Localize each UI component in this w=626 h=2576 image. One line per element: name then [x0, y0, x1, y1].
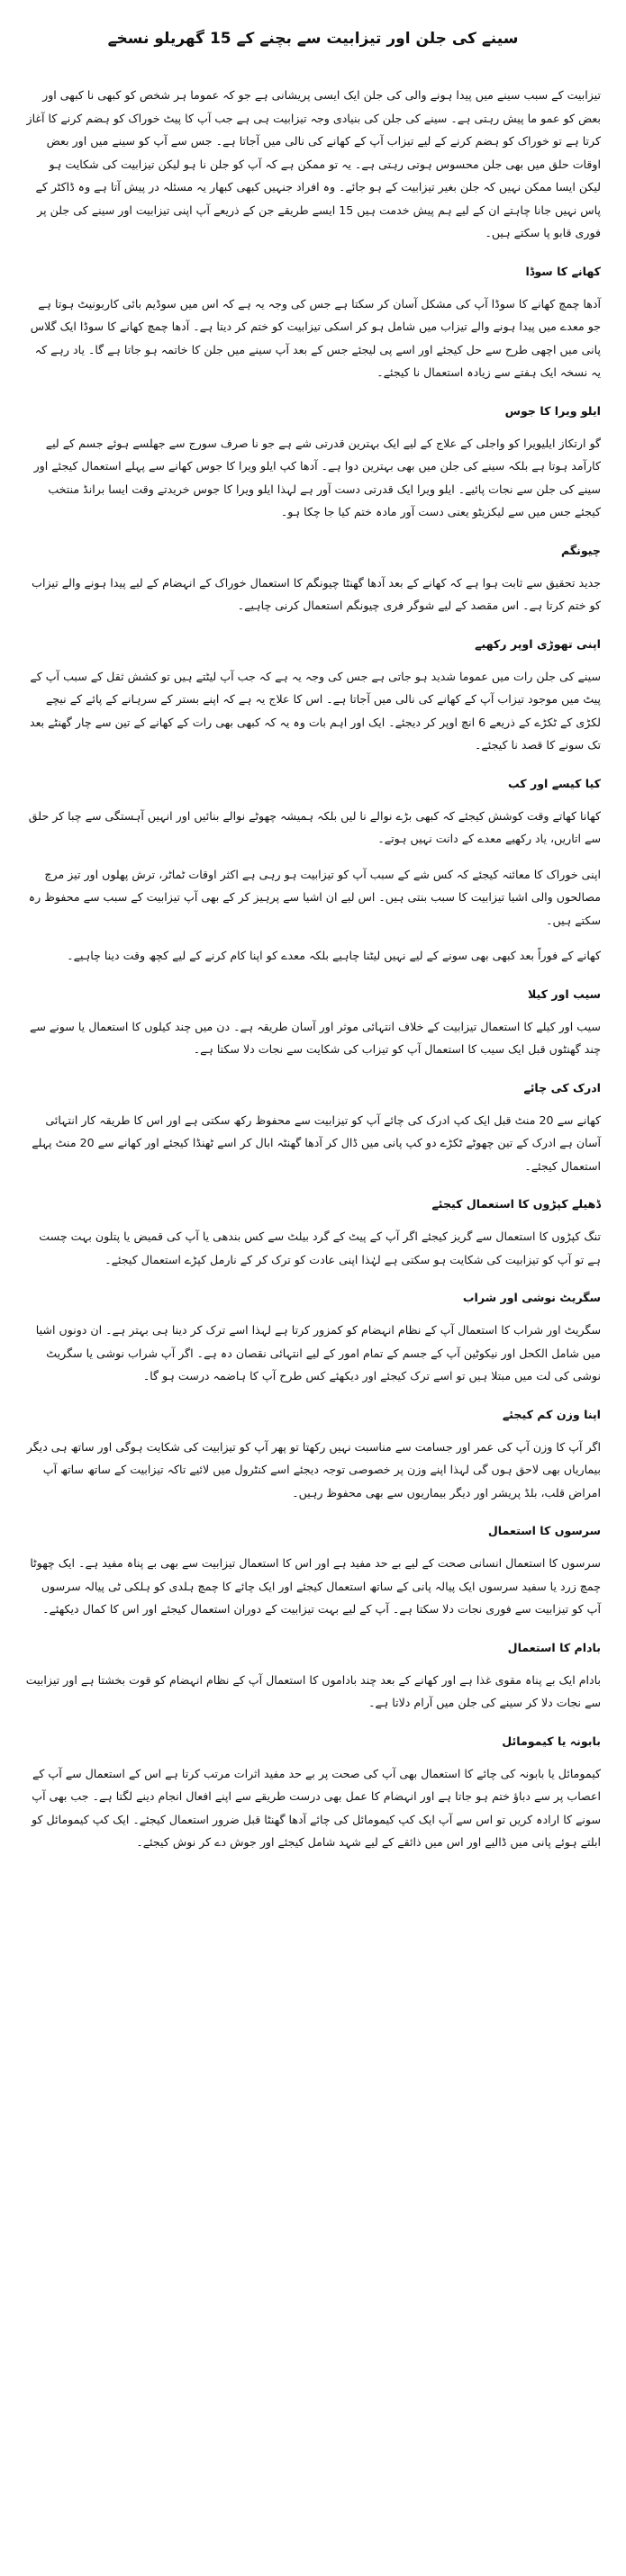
- section-chamomile: [25, 1734, 601, 1854]
- section-heading: اپنا وزن کم کیجئے: [502, 1407, 601, 1421]
- section-baking-soda: [25, 265, 601, 384]
- intro-paragraph: تیزابیت کے سبب سینے میں پیدا ہونے والی کی جلن ایک ایسی پریشانی ہے جو کہ عموما ہر شخص کو کبھی نا کبھی اور بعض کو عمو ما پیش رہتی ہے۔ سینے کی جلن کی بنیادی وجہ تیزابیت ہی ہے جب آپ کا پیٹ خوراک کو ہضم کرنے کا آغاز کرتا ہے تو خوراک کو ہضم کرنے کے لیے تیزاب آپ کے کھانے کی نالی میں آجاتا ہے۔ جس سے آپ کو سینے میں اور بعض اوقات حلق میں بھی جلن محسوس ہوتی رہتی ہے۔ یہ تو ممکن ہے کہ آپ کو جلن نا ہو لیکن تیزابیت کی شکایت ہو لیکن ایسا ممکن نہیں کہ جلن بغیر تیزابیت کے ہو جائے۔ وہ افراد جنہیں کبھی کبھار یہ مسئلہ در پیش آتا ہے وہ ڈاکٹر کے پاس نہیں جانا چاہتے ان کے لیے ہم پیش خدمت ہیں 15 ایسے طریقے جن کے ذریعے آپ اپنی تیزابیت اور سینے کی جلن پر فوری قابو پا سکتے ہیں۔: [26, 88, 601, 239]
- section-paragraph: کھانے سے 20 منٹ قبل ایک کپ ادرک کی چائے آپ کو تیزابیت سے محفوظ رکھ سکتی ہے اور اس کا طریقہ کار انتہائی آسان ہے ادرک کے تین چھوٹے ٹکڑے دو کپ پانی میں ڈال کر آدھا گھنٹہ ابال کر اسے ٹھنڈا کیجئے اور کھانے سے 20 منٹ پہلے استعمال کیجئے۔: [32, 1112, 601, 1173]
- section-paragraph: اپنی خوراک کا معائنہ کیجئے کہ کس شے کے سبب آپ کو تیزابیت ہو رہی ہے اکثر اوقات ٹماٹر، ترش پھلوں اور تیز مرچ مصالحوں والی اشیا تیزابیت کا سبب بنتی ہیں۔ اس لیے ان اشیا سے پرہیز کر کے بھی آپ تیزابیت کے سبب سے محفوظ رہ سکتے ہیں۔: [28, 867, 601, 927]
- section-chewing-gum: [25, 544, 601, 617]
- section-heading: ایلو ویرا کا جوس: [504, 403, 601, 418]
- section-paragraph: سینے کی جلن رات میں عموما شدید ہو جاتی ہے جس کی وجہ یہ ہے کہ جب آپ لیٹتے ہیں تو کشش ثقل کے سبب آپ کے پیٹ میں موجود تیزاب آپ کے کھانے کی نالی میں آجاتا ہے۔ اس کا علاج یہ ہے کہ اپنے بستر کے سرہانے کے پائے کے نیچے لکڑی کے ٹکڑے کے ذریعے 6 انچ اوپر کر دیجئے۔ ایک اور اہم بات وہ یہ کہ کبھی بھی رات کے کھانے کے تین سے چار گھنٹے بعد تک سونے کا قصد نا کیجئے۔: [29, 669, 601, 752]
- section-heading: سگریٹ نوشی اور شراب: [462, 1291, 601, 1304]
- section-paragraph: سگریٹ اور شراب کا استعمال آپ کے نظام انہضام کو کمزور کرتا ہے لہذا اسے ترک کر دینا ہی بہتر ہے۔ ان دونوں اشیا میں شامل الکحل اور نیکوٹین آپ کے جسم کے تمام امور کے لیے انتہائی نقصان دہ ہے۔ اگر آپ شراب نوشی یا سگریٹ نوشی کی لت میں مبتلا ہیں تو اسے ترک کیجئے اور دیکھئے کس طرح آپ کا ہاضمہ درست ہو گا۔: [35, 1323, 601, 1383]
- section-heading: چیونگم: [560, 543, 601, 557]
- section-paragraph: اگر آپ کا وزن آپ کی عمر اور جسامت سے مناسبت نہیں رکھتا تو پھر آپ کو تیزابیت کی شکایت ہوگی اور ساتھ ہی دیگر بیماریاں بھی لاحق ہوں گی لہذا اپنے وزن پر خصوصی توجہ دیجئے اسے کنٹرول میں لائیے تاکہ تیزابیت کے ساتھ ساتھ آپ امراض قلب، بلڈ پریشر اور دیگر بیماریوں سے بھی محفوظ رہیں۔: [26, 1439, 601, 1500]
- section-lose-weight: [25, 1408, 601, 1505]
- section-aloe-vera: [25, 404, 601, 524]
- section-heading: ڈھیلے کپڑوں کا استعمال کیجئے: [431, 1197, 601, 1211]
- section-heading: بابونہ یا کیمومائل: [502, 1734, 601, 1748]
- section-heading: ادرک کی چائے: [523, 1080, 601, 1094]
- section-paragraph: سیب اور کیلے کا استعمال تیزابیت کے خلاف انتہائی موثر اور آسان طریقہ ہے۔ دن میں چند کیلوں کا استعمال یا سونے سے چند گھنٹوں قبل ایک سیب کا استعمال آپ کو تیزاب کی شکایت سے نجات دلا سکتا ہے۔: [29, 1019, 601, 1056]
- section-loose-clothes: [25, 1197, 601, 1271]
- section-apple-banana: [25, 987, 601, 1061]
- page-title: سینے کی جلن اور تیزابیت سے بچنے کے 15 گھریلو نسخے: [107, 30, 519, 48]
- section-mustard: [25, 1524, 601, 1621]
- section-heading: اپنی تھوڑی اوپر رکھیے: [475, 636, 601, 651]
- section-paragraph: تنگ کپڑوں کا استعمال سے گریز کیجئے اگر آپ کے پیٹ کے گرد بیلٹ سے کس بندھی یا آپ کی قمیض یا پتلون بہت چست ہے تو آپ کو تیزابیت کی شکایت ہو سکتی ہے لہٰذا اپنی عادت کو ترک کر کے نارمل کپڑے استعمال کیجئے۔: [39, 1229, 601, 1266]
- section-paragraph: بادام ایک بے پناہ مقوی غذا ہے اور کھانے کے بعد چند باداموں کا استعمال آپ کے نظام انہضام کو قوت بخشتا ہے اور تیزابیت سے نجات دلا کر سینے کی جلن میں آرام دلاتا ہے۔: [25, 1672, 601, 1709]
- section-ginger-tea: [25, 1081, 601, 1178]
- section-almonds: [25, 1641, 601, 1715]
- section-heading: کیا کیسے اور کب: [507, 776, 601, 790]
- section-heading: بادام کا استعمال: [507, 1640, 601, 1654]
- section-what-how-when: [25, 777, 601, 968]
- section-paragraph: کھانے کے فوراً بعد کبھی بھی سونے کے لیے نہیں لیٹنا چاہیے بلکہ معدے کو اپنا کام کرنے کے لیے کچھ وقت دینا چاہیے۔: [67, 949, 601, 962]
- section-paragraph: کیمومائل یا بابونہ کی چائے کا استعمال بھی آپ کی صحت پر بے حد مفید اثرات مرتب کرتا ہے اس کے استعمال سے آپ کے اعصاب پر سے دباؤ ختم ہو جاتا ہے اور انہضام کا عمل بھی درست طریقے سے اپنے افعال انجام دینے لگتا ہے۔ جب بھی آپ سونے کا ارادہ کریں تو اس سے آپ ایک کپ کیمومائل کی چائے آدھا گھنٹا قبل ضرور استعمال کیجئے۔ ایک کپ کیمومائل کو ابلتے ہوئے پانی میں ڈالیے اور اس میں ذائقے کے لیے شہد شامل کیجئے اور جوش دے کر نوش کیجئے۔: [32, 1766, 601, 1849]
- section-heading: سیب اور کیلا: [527, 986, 601, 1001]
- section-heading: کھانے کا سوڈا: [525, 264, 601, 278]
- section-paragraph: کھانا کھاتے وقت کوشش کیجئے کہ کبھی بڑے نوالے نا لیں بلکہ ہمیشہ چھوٹے نوالے بنائیں اور انہیں آہستگی سے چبا کر حلق سے اتاریں، یاد رکھیے معدے کے دانت نہیں ہوتے۔: [28, 808, 601, 845]
- section-smoking-alcohol: [25, 1291, 601, 1388]
- section-paragraph: سرسوں کا استعمال انسانی صحت کے لیے بے حد مفید ہے اور اس کا استعمال تیزابیت سے بھی بے پناہ مفید ہے۔ ایک چھوٹا چمچ زرد یا سفید سرسوں ایک پیالہ پانی کے ساتھ استعمال کیجئے اور ایک چائے کا چمچ ہلدی کو ہلکی ٹی پیالہ سرسوں آپ کو تیزابیت سے فوری نجات دلا سکتا ہے۔ آپ کے لیے بہت تیزابیت کے دوران استعمال کیجئے اور اس کا کمال دیکھئے۔: [30, 1556, 601, 1616]
- section-paragraph: آدھا چمچ کھانے کا سوڈا آپ کی مشکل آسان کر سکتا ہے جس کی وجہ یہ ہے کہ اس میں سوڈیم بائی کاربونیٹ ہوتا ہے جو معدے میں پیدا ہونے والے تیزاب میں شامل ہو کر اسکی تیزابیت کو ختم کر دیتا ہے۔ آدھا چمچ کھانے کا سوڈا ایک گلاس پانی میں اچھی طرح سے حل کیجئے اور اسے پی لیجئے جس کے بعد آپ سینے میں جلن کا خاتمہ ہو جاتا ہے گا۔ یاد رہے کہ یہ نسخہ ایک ہفتے سے زیادہ استعمال نا کیجئے۔: [30, 296, 601, 379]
- section-heading: سرسوں کا استعمال: [487, 1524, 601, 1537]
- section-paragraph: گو ارتکاز ایلیویرا کو واجلی کے علاج کے لیے ایک بہترین قدرتی شے ہے جو نا صرف سورج سے جھلسے ہوئے جسم کے لیے کارآمد ہوتا ہے بلکہ سینے کی جلن میں بھی بہترین دوا ہے۔ آدھا کپ ایلو ویرا کا جوس کھانے سے پہلے استعمال کیجئے اور سینے کی جلن سے نجات پائیے۔ ایلو ویرا ایک قدرتی دست آور ہے لہذا ایلو ویرا کا جوس خریدتے وقت ایسا برانڈ منتخب کیجئے جس میں سے لیکزیٹو یعنی دست آور مادہ ختم کیا جا چکا ہو۔: [33, 436, 601, 518]
- section-paragraph: جدید تحقیق سے ثابت ہوا ہے کہ کھانے کے بعد آدھا گھنٹا چیونگم کا استعمال خوراک کے انہضام کے لیے پیدا ہونے والے تیزاب کو ختم کرتا ہے۔ اس مقصد کے لیے شوگر فری چیونگم استعمال کرنی چاہیے۔: [32, 575, 601, 612]
- section-raise-head: [25, 637, 601, 757]
